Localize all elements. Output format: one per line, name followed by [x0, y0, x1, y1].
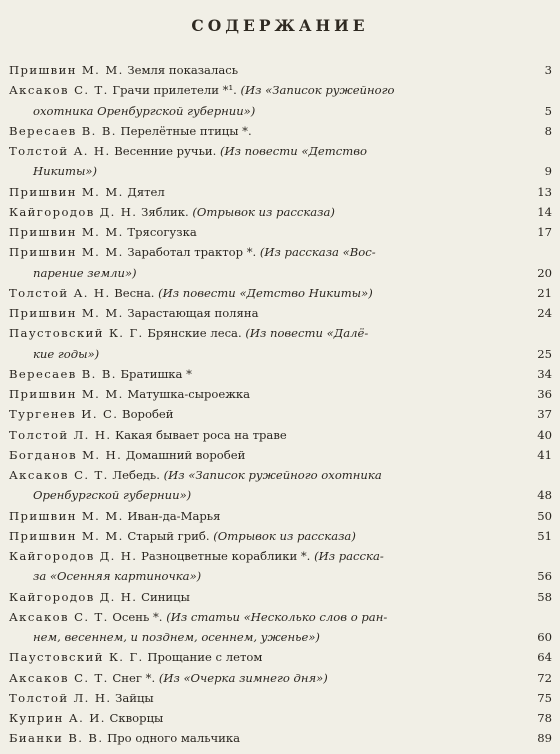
- toc-entry-continuation: [9, 485, 522, 505]
- toc-entry-continuation: [9, 101, 522, 121]
- toc-entry-line: [9, 688, 522, 708]
- toc-work-title: Дятел: [127, 184, 165, 199]
- toc-entry-continuation: [9, 627, 522, 647]
- toc-source-note: (Отрывок из рассказа): [213, 528, 356, 543]
- toc-author: Аксаков С. Т.: [9, 83, 109, 98]
- toc-entry: [9, 404, 552, 424]
- toc-page-number: 60: [537, 630, 552, 644]
- toc-work-title: Старый гриб.: [127, 528, 210, 543]
- toc-entry: [9, 708, 552, 728]
- toc-source-note: охотника Оренбургской губернии»): [33, 103, 256, 118]
- toc-page-number: 37: [537, 407, 552, 422]
- toc-entry-line: [9, 80, 522, 100]
- toc-entry: [9, 141, 552, 182]
- toc-entry: [9, 506, 552, 526]
- toc-work-title: Осень *.: [112, 609, 163, 624]
- toc-author: Паустовский К. Г.: [9, 326, 144, 341]
- toc-work-title: Разноцветные кораблики *.: [141, 549, 311, 563]
- toc-entry-line: [9, 404, 522, 424]
- toc-work-title: Снег *.: [112, 670, 156, 685]
- toc-work-title: Иван-да-Марья: [127, 508, 221, 523]
- table-of-contents: [9, 60, 552, 749]
- toc-work-title: Прощание с летом: [147, 650, 263, 665]
- toc-entry: [9, 303, 552, 323]
- toc-entry: [9, 607, 552, 648]
- toc-source-note: (Из расска-: [314, 549, 384, 563]
- toc-entry: [9, 222, 552, 242]
- toc-entry-line: [9, 141, 522, 161]
- toc-author: Вересаев В. В.: [9, 366, 117, 381]
- toc-entry-line: [9, 668, 522, 688]
- toc-author: Паустовский К. Г.: [9, 650, 144, 665]
- toc-author: Кайгородов Д. Н.: [9, 204, 138, 219]
- toc-source-note: за «Осенняя картиночка»): [33, 569, 202, 584]
- toc-entry: [9, 202, 552, 222]
- toc-source-note: (Из «Записок ружейного: [240, 83, 395, 98]
- toc-source-note: кие годы»): [33, 346, 100, 361]
- toc-author: Бианки В. В.: [9, 731, 104, 746]
- toc-work-title: Зяблик.: [141, 204, 189, 219]
- toc-source-note: Никиты»): [33, 164, 98, 179]
- toc-entry-line: [9, 182, 522, 202]
- toc-work-title: Лебедь.: [112, 468, 160, 482]
- toc-entry: [9, 668, 552, 688]
- toc-page-number: 78: [537, 711, 552, 725]
- toc-page-number: 89: [537, 731, 552, 746]
- toc-author: Толстой Л. Н.: [9, 427, 112, 442]
- toc-page-number: 3: [544, 63, 552, 77]
- toc-entry-continuation: [9, 344, 522, 364]
- toc-entry-line: [9, 202, 522, 222]
- toc-source-note: (Из повести «Детство Никиты»): [158, 285, 373, 300]
- toc-page-number: 17: [537, 225, 552, 239]
- toc-author: Пришвин М. М.: [9, 245, 124, 260]
- toc-work-title: Домашний воробей: [125, 447, 246, 462]
- toc-author: Богданов М. Н.: [9, 447, 123, 462]
- toc-page-number: 64: [537, 650, 552, 665]
- toc-page-number: 40: [537, 427, 552, 442]
- toc-entry-line: [9, 526, 522, 546]
- toc-entry-line: [9, 708, 522, 728]
- toc-source-note: парение земли»): [33, 265, 137, 280]
- toc-page-number: 48: [537, 488, 552, 503]
- toc-entry: [9, 647, 552, 667]
- toc-entry: [9, 465, 552, 506]
- toc-author: Аксаков С. Т.: [9, 609, 109, 624]
- toc-entry: [9, 546, 552, 587]
- toc-entry-line: [9, 425, 522, 445]
- toc-work-title: Трясогузка: [127, 225, 197, 239]
- toc-source-note: (Из рассказа «Вос-: [259, 245, 376, 260]
- toc-entry: [9, 445, 552, 465]
- toc-author: Аксаков С. Т.: [9, 670, 109, 685]
- toc-page-number: 25: [537, 346, 552, 361]
- toc-work-title: Земля показалась: [127, 63, 239, 77]
- toc-work-title: Зарастающая поляна: [127, 306, 259, 320]
- toc-author: Тургенев И. С.: [9, 407, 119, 422]
- toc-work-title: Синицы: [141, 589, 190, 604]
- toc-source-note: (Из «Очерка зимнего дня»): [158, 670, 328, 685]
- toc-author: Аксаков С. Т.: [9, 468, 109, 482]
- toc-author: Кайгородов Д. Н.: [9, 589, 138, 604]
- toc-entry-line: [9, 546, 522, 566]
- toc-entry-line: [9, 506, 522, 526]
- toc-page-number: 5: [544, 103, 552, 118]
- toc-page-number: 50: [537, 508, 552, 523]
- toc-page-number: 56: [537, 569, 552, 584]
- toc-page-number: 36: [537, 387, 552, 401]
- toc-author: Толстой А. Н.: [9, 144, 111, 158]
- page-title: СОДЕРЖАНИЕ: [191, 16, 369, 35]
- toc-entry-continuation: [9, 263, 522, 283]
- toc-author: Пришвин М. М.: [9, 508, 124, 523]
- toc-entry: [9, 323, 552, 364]
- toc-author: Толстой А. Н.: [9, 285, 111, 300]
- toc-entry-line: [9, 222, 522, 242]
- toc-entry: [9, 425, 552, 445]
- toc-author: Пришвин М. М.: [9, 225, 124, 239]
- toc-page-number: 14: [537, 204, 552, 219]
- toc-page-number: 72: [537, 670, 552, 685]
- toc-entry-line: [9, 647, 522, 667]
- toc-work-title: Грачи прилетели *¹.: [112, 83, 237, 98]
- toc-entry-line: [9, 303, 522, 323]
- toc-work-title: Перелётные птицы *.: [120, 123, 252, 138]
- toc-source-note: Оренбургской губернии»): [33, 488, 192, 503]
- toc-entry-line: [9, 728, 522, 748]
- toc-entry: [9, 728, 552, 748]
- toc-author: Пришвин М. М.: [9, 387, 124, 401]
- toc-work-title: Брянские леса.: [147, 326, 242, 341]
- toc-author: Пришвин М. М.: [9, 306, 124, 320]
- toc-entry-line: [9, 364, 522, 384]
- toc-page-number: 51: [537, 528, 552, 543]
- toc-entry-line: [9, 60, 522, 80]
- toc-entry: [9, 182, 552, 202]
- toc-source-note: (Отрывок из рассказа): [192, 204, 335, 219]
- toc-page-number: 34: [537, 366, 552, 381]
- toc-entry-line: [9, 445, 522, 465]
- toc-page-number: 9: [544, 164, 552, 179]
- toc-entry-line: [9, 607, 522, 627]
- toc-source-note: (Из повести «Далё-: [245, 326, 369, 341]
- toc-entry: [9, 688, 552, 708]
- toc-work-title: Зайцы: [115, 690, 154, 705]
- toc-work-title: Про одного мальчика: [107, 731, 241, 746]
- toc-source-note: (Из «Записок ружейного охотника: [163, 468, 382, 482]
- toc-page-number: 24: [537, 306, 552, 320]
- toc-work-title: Воробей: [122, 407, 174, 422]
- toc-page-number: 41: [537, 447, 552, 462]
- toc-entry: [9, 242, 552, 283]
- toc-work-title: Заработал трактор *.: [127, 245, 257, 260]
- toc-page-number: 21: [537, 285, 552, 300]
- toc-work-title: Весенние ручьи.: [114, 144, 217, 158]
- toc-author: Толстой Л. Н.: [9, 690, 112, 705]
- toc-entry: [9, 526, 552, 546]
- toc-author: Пришвин М. М.: [9, 184, 124, 199]
- toc-page-number: 20: [537, 265, 552, 280]
- toc-page-number: 8: [544, 123, 552, 138]
- toc-author: Куприн А. И.: [9, 711, 106, 725]
- toc-entry: [9, 80, 552, 121]
- toc-author: Кайгородов Д. Н.: [9, 549, 138, 563]
- toc-work-title: Какая бывает роса на траве: [115, 427, 287, 442]
- toc-entry-line: [9, 465, 522, 485]
- toc-entry: [9, 587, 552, 607]
- toc-author: Пришвин М. М.: [9, 63, 124, 77]
- toc-entry-line: [9, 283, 522, 303]
- toc-entry-continuation: [9, 566, 522, 586]
- toc-page-number: 75: [537, 690, 552, 705]
- toc-entry-line: [9, 323, 522, 343]
- toc-page-number: 13: [537, 184, 552, 199]
- toc-author: Пришвин М. М.: [9, 528, 124, 543]
- toc-entry-line: [9, 384, 522, 404]
- toc-source-note: (Из повести «Детство: [220, 144, 367, 158]
- toc-entry: [9, 60, 552, 80]
- toc-work-title: Матушка-сыроежка: [127, 387, 251, 401]
- toc-entry: [9, 364, 552, 384]
- toc-entry-continuation: [9, 161, 522, 181]
- toc-entry: [9, 384, 552, 404]
- toc-entry-line: [9, 121, 522, 141]
- toc-work-title: Скворцы: [109, 711, 164, 725]
- toc-entry-line: [9, 242, 522, 262]
- toc-page-number: 58: [537, 589, 552, 604]
- toc-entry-line: [9, 587, 522, 607]
- toc-work-title: Братишка *: [120, 366, 192, 381]
- toc-entry: [9, 283, 552, 303]
- toc-work-title: Весна.: [114, 285, 155, 300]
- toc-entry: [9, 121, 552, 141]
- toc-source-note: (Из статьи «Несколько слов о ран-: [166, 609, 388, 624]
- toc-source-note: нем, весеннем, и позднем, осеннем, уженье»): [33, 630, 320, 644]
- toc-author: Вересаев В. В.: [9, 123, 117, 138]
